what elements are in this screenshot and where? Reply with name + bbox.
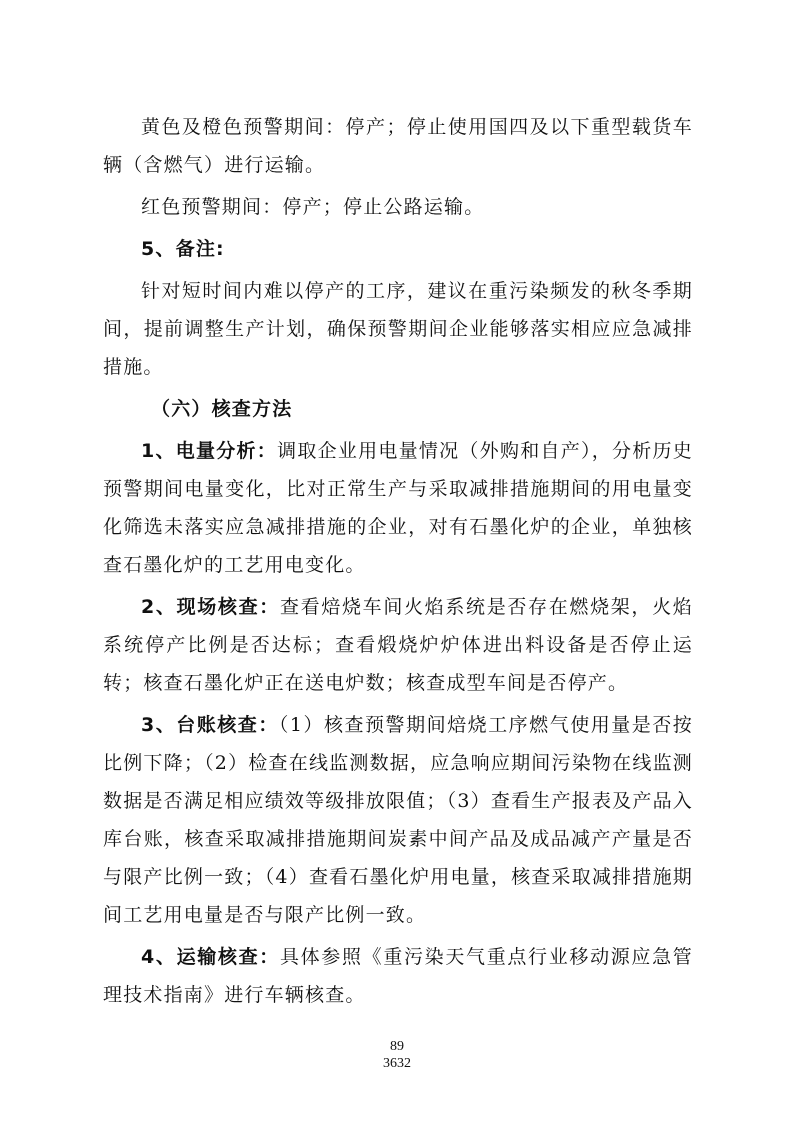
item-onsite-check (103, 588, 693, 702)
item-text: 调取企业用电量情况（外购和自产），分析历史预警期间电量变化，比对正常生产与采取减排措施期间的用电量变化筛选未落实应急减排措施的企业，对有石墨化炉的企业，单独核查石墨化炉的工艺用电变化。 (103, 440, 694, 576)
item-label: 3、台账核查： (141, 714, 279, 736)
item-label: 2、现场核查： (141, 596, 280, 618)
item-power-analysis (103, 432, 693, 584)
item-transport-check (103, 938, 693, 1014)
document-body (103, 108, 693, 1018)
item-text: 查看焙烧车间火焰系统是否存在燃烧架，火焰系统停产比例是否达标；查看煅烧炉炉体进出料设备是否停止运转；核查石墨化炉正在送电炉数；核查成型车间是否停产。 (103, 596, 693, 694)
heading-remarks: 5、备注: (141, 238, 225, 260)
page-number: 89 (390, 1039, 404, 1054)
section-heading-verification-methods: （六）核查方法 (151, 398, 293, 420)
item-ledger-check (103, 706, 693, 934)
paragraph-yellow-orange-warning: 黄色及橙色预警期间：停产；停止使用国四及以下重型载货车辆（含燃气）进行运输。 (103, 116, 693, 176)
item-label: 4、运输核查： (141, 946, 280, 968)
paragraph-remarks: 针对短时间内难以停产的工序，建议在重污染频发的秋冬季期间，提前调整生产计划，确保预警期间企业能够落实相应应急减排措施。 (103, 280, 693, 378)
item-label: 1、电量分析： (141, 440, 278, 462)
item-text: 具体参照《重污染天气重点行业移动源应急管理技术指南》进行车辆核查。 (103, 946, 693, 1006)
paragraph-red-warning: 红色预警期间：停产；停止公路运输。 (141, 196, 485, 218)
total-page-number: 3632 (383, 1056, 411, 1071)
item-text: （1）核查预警期间焙烧工序燃气使用量是否按比例下降；（2）检查在线监测数据，应急响应期间污染物在线监测数据是否满足相应绩效等级排放限值；（3）查看生产报表及产品入库台账，核查采取减排措施期间炭素中间产品及成品减产产量是否与限产比例一致；（4）查看石墨化炉用电量，核查采取减排措施期间工艺用电量是否与限产比例一致。 (103, 714, 694, 926)
